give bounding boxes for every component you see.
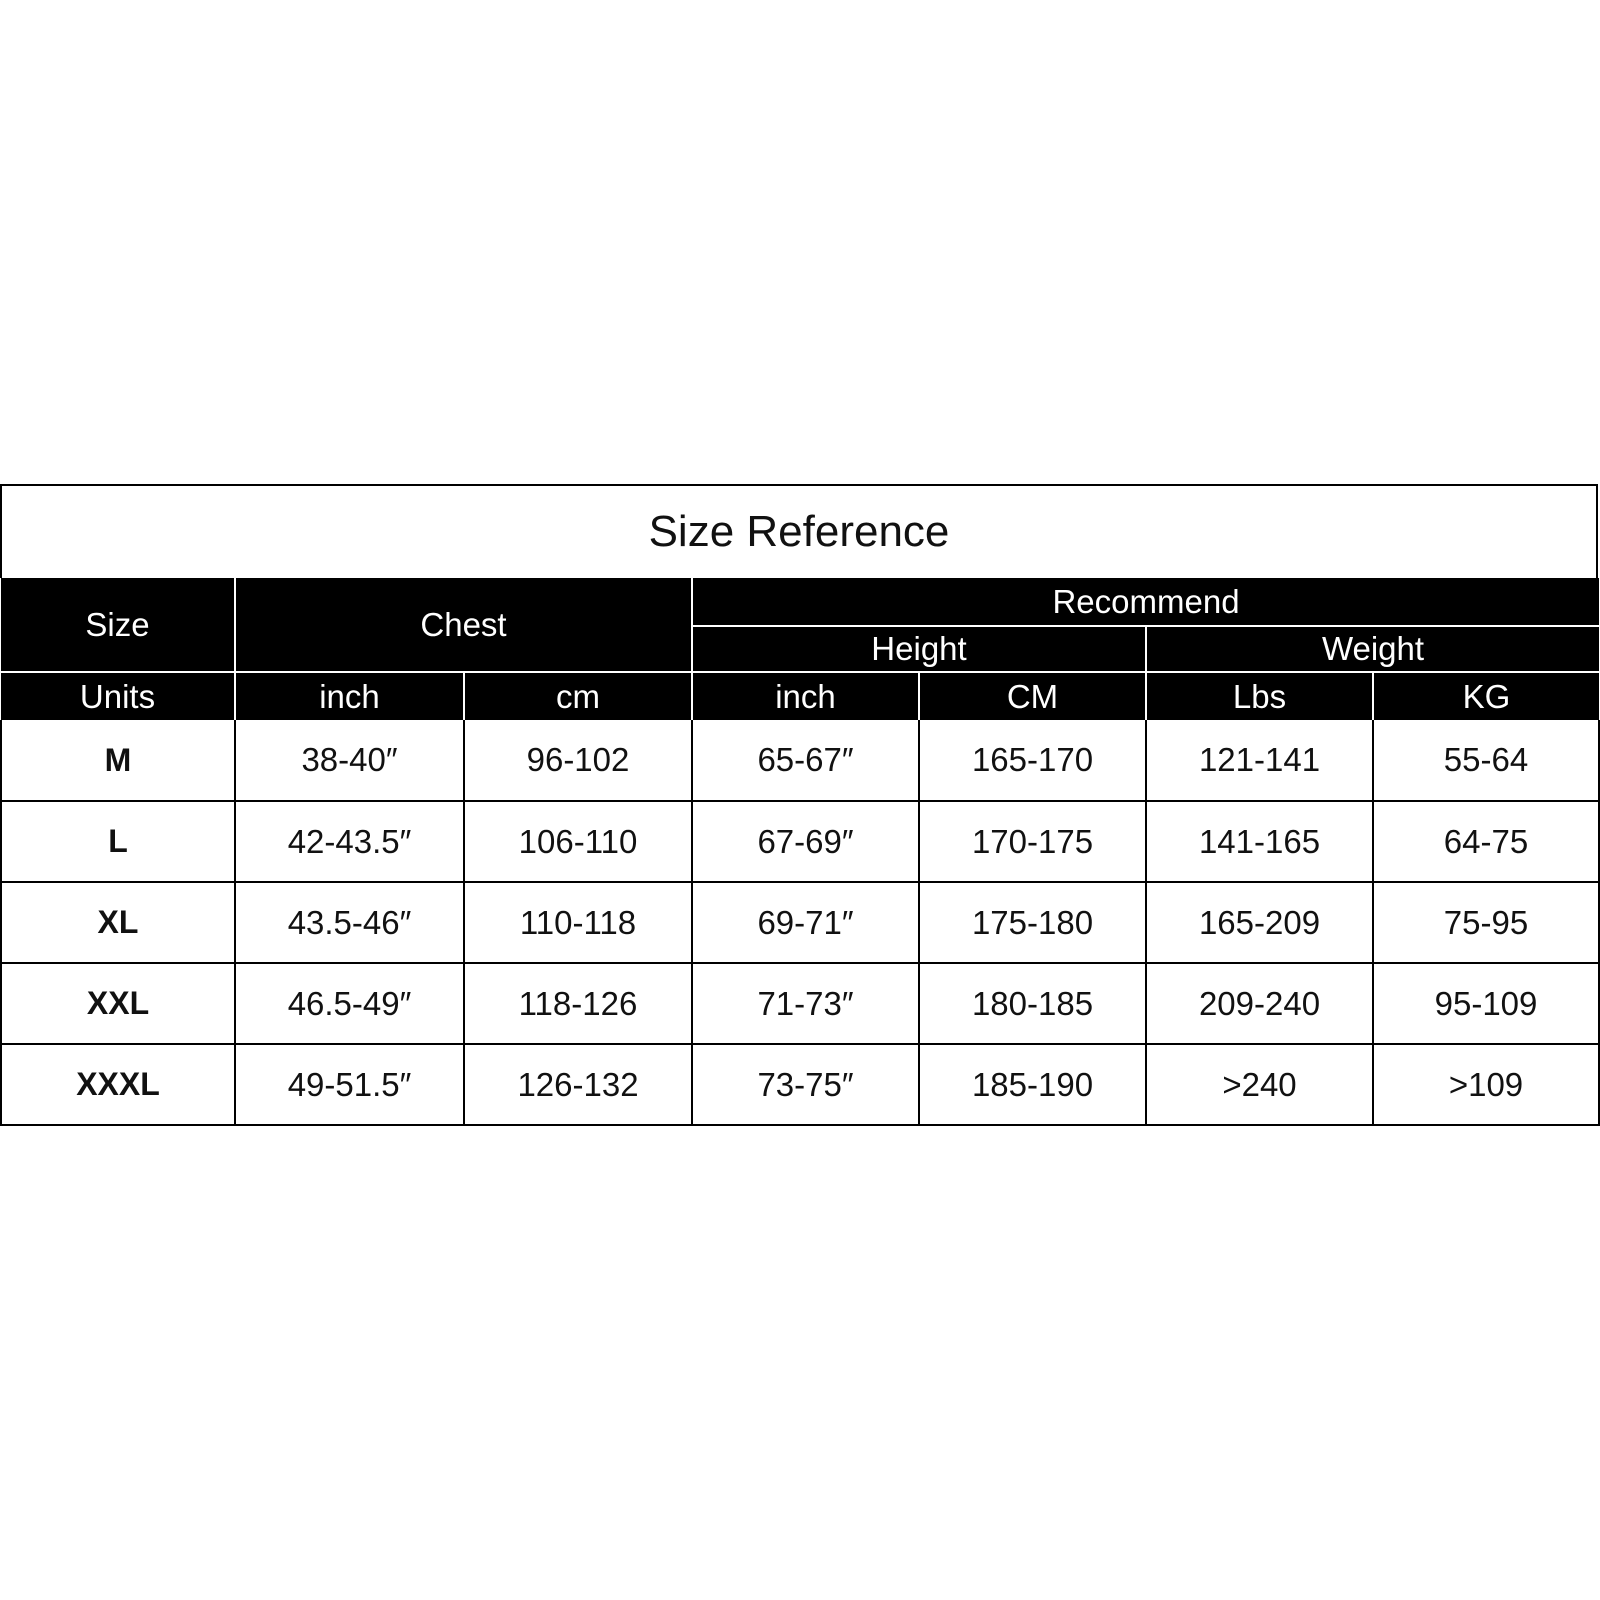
weight-lbs-cell: 165-209 (1146, 882, 1373, 963)
table-row (1, 963, 1599, 1044)
weight-lbs-cell: >240 (1146, 1044, 1373, 1125)
header-height: Height (692, 626, 1146, 672)
chest-cm-cell: 110-118 (464, 882, 692, 963)
header-units: Units (1, 672, 235, 720)
table-row (1, 1044, 1599, 1125)
chest-inch-cell: 49-51.5″ (235, 1044, 464, 1125)
weight-lbs-cell: 209-240 (1146, 963, 1373, 1044)
chest-cm-cell: 106-110 (464, 801, 692, 882)
height-inch-cell: 71-73″ (692, 963, 919, 1044)
size-cell: XL (1, 882, 235, 963)
height-inch-cell: 69-71″ (692, 882, 919, 963)
size-cell: XXL (1, 963, 235, 1044)
weight-lbs-cell: 141-165 (1146, 801, 1373, 882)
size-chart (0, 484, 1600, 1129)
weight-kg-cell: 64-75 (1373, 801, 1599, 882)
weight-kg-cell: 75-95 (1373, 882, 1599, 963)
size-table (0, 578, 1600, 1126)
size-cell: L (1, 801, 235, 882)
header-recommend: Recommend (692, 578, 1599, 626)
weight-kg-cell: >109 (1373, 1044, 1599, 1125)
weight-lbs-cell: 121-141 (1146, 720, 1373, 801)
height-cm-cell: 170-175 (919, 801, 1146, 882)
unit-chest-inch: inch (235, 672, 464, 720)
size-cell: XXXL (1, 1044, 235, 1125)
unit-weight-lbs: Lbs (1146, 672, 1373, 720)
header-size: Size (1, 578, 235, 672)
size-cell: M (1, 720, 235, 801)
chest-inch-cell: 46.5-49″ (235, 963, 464, 1044)
table-row (1, 801, 1599, 882)
header-chest: Chest (235, 578, 692, 672)
header-weight: Weight (1146, 626, 1599, 672)
table-row (1, 720, 1599, 801)
weight-kg-cell: 95-109 (1373, 963, 1599, 1044)
height-cm-cell: 185-190 (919, 1044, 1146, 1125)
height-inch-cell: 67-69″ (692, 801, 919, 882)
unit-height-inch: inch (692, 672, 919, 720)
chest-cm-cell: 126-132 (464, 1044, 692, 1125)
table-row (1, 882, 1599, 963)
weight-kg-cell: 55-64 (1373, 720, 1599, 801)
unit-chest-cm: cm (464, 672, 692, 720)
chest-cm-cell: 96-102 (464, 720, 692, 801)
unit-weight-kg: KG (1373, 672, 1599, 720)
chart-title: Size Reference (0, 484, 1598, 578)
unit-height-cm: CM (919, 672, 1146, 720)
height-cm-cell: 180-185 (919, 963, 1146, 1044)
chest-inch-cell: 42-43.5″ (235, 801, 464, 882)
height-inch-cell: 73-75″ (692, 1044, 919, 1125)
chest-inch-cell: 43.5-46″ (235, 882, 464, 963)
height-cm-cell: 165-170 (919, 720, 1146, 801)
height-cm-cell: 175-180 (919, 882, 1146, 963)
height-inch-cell: 65-67″ (692, 720, 919, 801)
chest-inch-cell: 38-40″ (235, 720, 464, 801)
chest-cm-cell: 118-126 (464, 963, 692, 1044)
